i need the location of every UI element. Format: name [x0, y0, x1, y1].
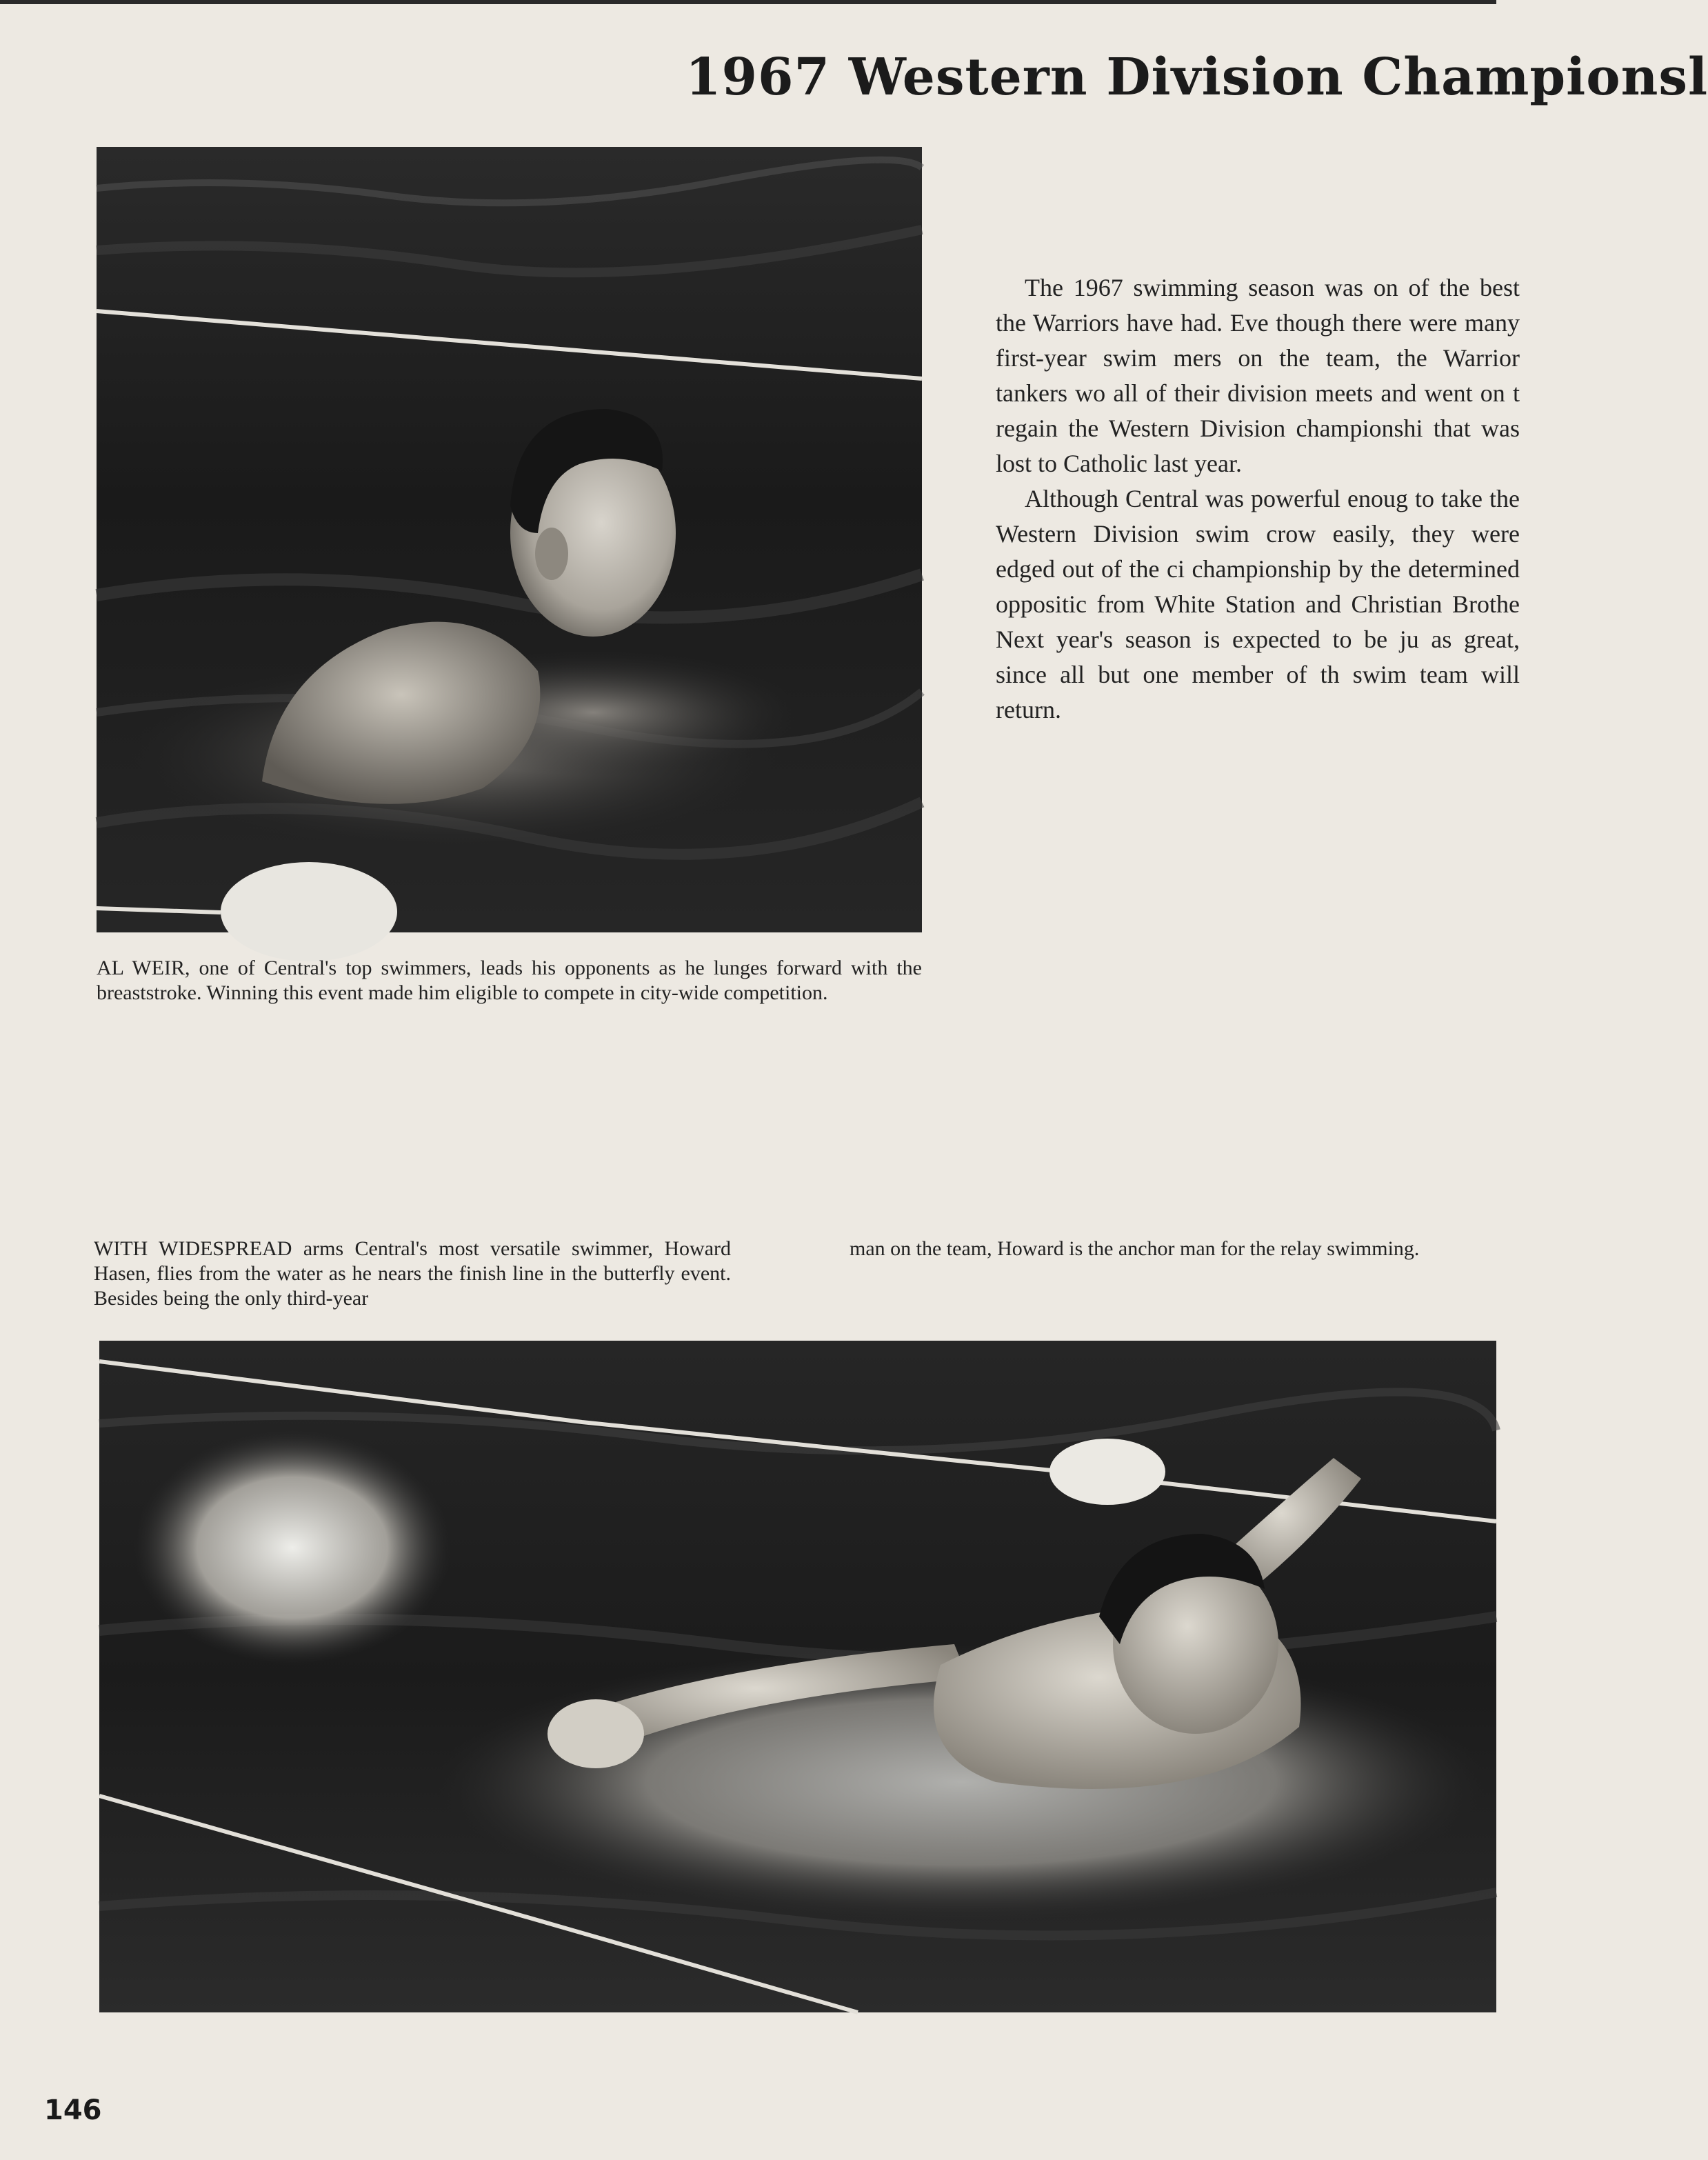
page-top-rule — [0, 0, 1496, 4]
page-headline: 1967 Western Division Championsl — [685, 48, 1708, 107]
article-paragraph-1: The 1967 swimming season was on of the best the Warriors have had. Eve though there were many first-year swim mers on the team, the Warrior tankers wo all of their division meets and went on t regain the Western Division championshi that was lost to Catholic last year. — [996, 274, 1520, 477]
page-number: 146 — [44, 2094, 102, 2126]
article-paragraph-2: Although Central was powerful enoug to take the Western Division swim crow easily, they were edged out of the ci championship by the determined oppositic from White Station and Christian Brothe Next year's season is expected to be ju as great, since all but one member of th swim team will return. — [996, 485, 1520, 723]
photo-butterfly-swimmer — [99, 1341, 1496, 2012]
article-body — [996, 270, 1520, 728]
photo-breaststroke-swimmer — [97, 147, 922, 932]
photo-caption-bottom-right: man on the team, Howard is the anchor man for the relay swimming. — [850, 1237, 1420, 1260]
photo-caption-bottom-left: WITH WIDESPREAD arms Central's most versatile swimmer, Howard Hasen, flies from the water as he nears the finish line in the butterfly event. Besides being the only third-year — [94, 1237, 731, 1310]
photo-caption-top: AL WEIR, one of Central's top swimmers, leads his opponents as he lunges forward with the breaststroke. Winning this event made him eligible to compete in city-wide competition. — [97, 957, 922, 1004]
